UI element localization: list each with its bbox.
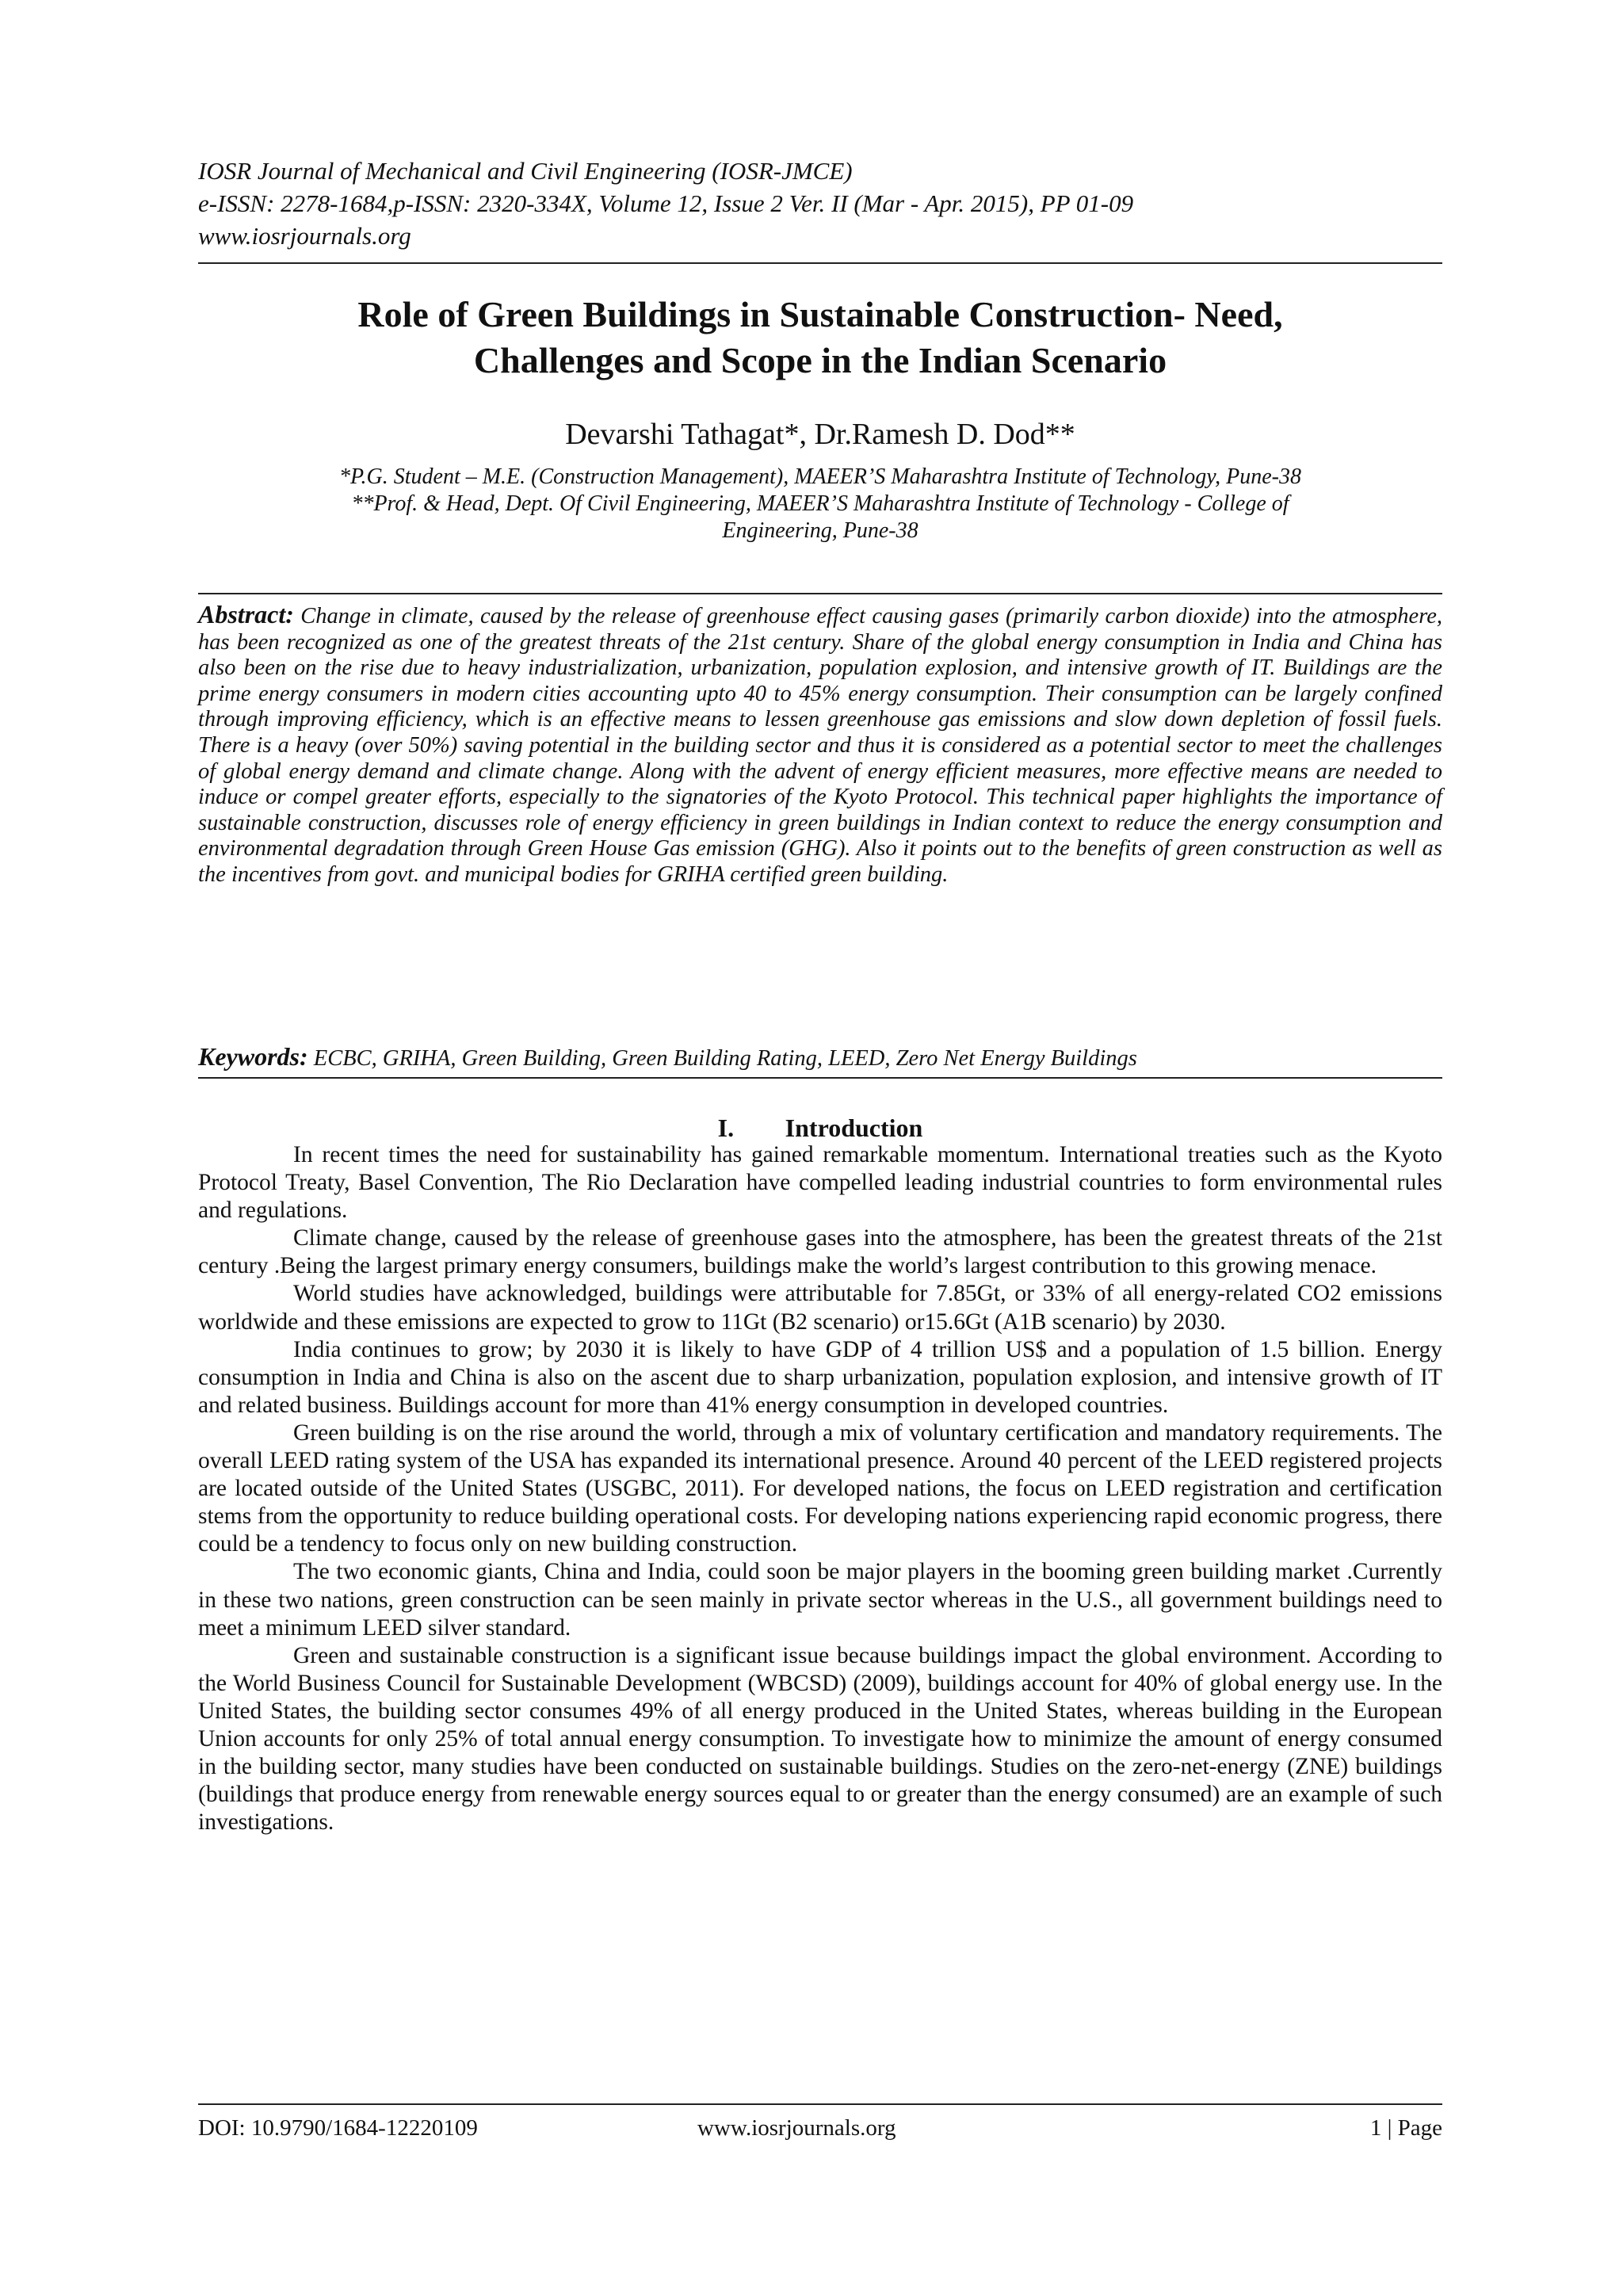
title-line-1: Role of Green Buildings in Sustainable Construction- Need, xyxy=(357,294,1283,334)
section-heading xyxy=(198,1112,1442,1144)
abstract-bottom-divider xyxy=(198,1077,1442,1079)
section-title: Introduction xyxy=(785,1114,923,1142)
paragraph: Green building is on the rise around the world, through a mix of voluntary certification and mandatory requirements. The overall LEED rating system of the USA has expanded its international presence. Around 40 percent of the LEED registered projects are located outside of the United States (USGBC, 2011). For developed nations, the focus on LEED registration and certification stems from the opportunity to reduce building operational costs. For developing nations experiencing rapid economic progress, there could be a tendency to focus only on new building construction. xyxy=(198,1419,1442,1557)
paragraph: India continues to grow; by 2030 it is likely to have GDP of 4 trillion US$ and a population of 1.5 billion. Energy consumption in India and China is also on the ascent due to sharp urbanization, population explosion, and intensive growth of IT and related business. Buildings account for more than 41% energy consumption in developed countries. xyxy=(198,1336,1442,1418)
journal-issn: e-ISSN: 2278-1684,p-ISSN: 2320-334X, Volume 12, Issue 2 Ver. II (Mar - Apr. 2015), PP 01-09 xyxy=(198,189,1134,217)
paragraph: Climate change, caused by the release of greenhouse gases into the atmosphere, has been the greatest threats of the 21st century .Being the largest primary energy consumers, buildings make the world’s largest contribution to this growing menace. xyxy=(198,1225,1442,1279)
abstract-top-divider xyxy=(198,593,1442,594)
footer-page-number: 1 | Page xyxy=(1369,2115,1442,2141)
paragraph: World studies have acknowledged, buildings were attributable for 7.85Gt, or 33% of all energy-related CO2 emissions worldwide and these emissions are expected to grow to 11Gt (B2 scenario) or15.6Gt (A1B scenario) by 2030. xyxy=(198,1281,1442,1335)
affiliation-line-3: Engineering, Pune-38 xyxy=(722,518,918,543)
paragraph: In recent times the need for sustainability has gained remarkable momentum. International treaties such as the Kyoto Protocol Treaty, Basel Convention, The Rio Declaration have compelled leading industrial countries to form environmental rules and regulations. xyxy=(198,1142,1442,1224)
abstract-label: Abstract: xyxy=(198,600,294,628)
paragraph: Green and sustainable construction is a significant issue because buildings impact the global environment. According to the World Business Council for Sustainable Development (WBCSD) (2009), buildings account for 40% of global energy use. In the United States, the building sector consumes 49% of all energy produced in the United States, whereas building in the European Union accounts for only 25% of total annual energy consumption. To investigate how to minimize the amount of energy consumed in the building sector, many studies have been conducted on sustainable buildings. Studies on the zero-net-energy (ZNE) buildings (buildings that produce energy from renewable energy sources equal to or greater than the energy consumed) are an example of such investigations. xyxy=(198,1642,1442,1836)
author-list: Devarshi Tathagat*, Dr.Ramesh D. Dod** xyxy=(565,418,1075,451)
paragraph: The two economic giants, China and India, could soon be major players in the booming green building market .Currently in these two nations, green construction can be seen mainly in private sector whereas in the U.S., all government buildings need to meet a minimum LEED silver standard. xyxy=(198,1559,1442,1641)
affiliation-line-1: *P.G. Student – M.E. (Construction Management), MAEER’S Maharashtra Institute of Technology, Pune-38 xyxy=(339,464,1301,489)
footer-doi: DOI: 10.9790/1684-12220109 xyxy=(198,2115,478,2141)
paper-page xyxy=(198,0,1442,2296)
paper-title xyxy=(198,292,1442,384)
journal-header xyxy=(198,155,1442,252)
keywords xyxy=(198,1042,1442,1073)
title-line-2: Challenges and Scope in the Indian Scenario xyxy=(473,340,1167,380)
abstract xyxy=(198,602,1442,888)
abstract-text: Change in climate, caused by the release of greenhouse effect causing gases (primarily carbon dioxide) into the atmosphere, has been recognized as one of the greatest threats of the 21st century. Share of the global energy consumption in India and China has also been on the rise due to heavy industrialization, urbanization, population explosion, and intensive growth of IT. Buildings are the prime energy consumers in modern cities accounting upto 40 to 45% energy consumption. Their consumption can be largely confined through improving efficiency, which is an effective means to lessen greenhouse gas emissions and slow down depletion of fossil fuels. There is a heavy (over 50%) saving potential in the building sector and thus it is considered as a potential sector to meet the challenges of global energy demand and climate change. Along with the advent of energy efficient measures, more effective means are needed to induce or compel greater efforts, especially to the signatories of the Kyoto Protocol. This technical paper highlights the importance of sustainable construction, discusses role of energy efficiency in green buildings in Indian context to reduce the energy consumption and environmental degradation through Green House Gas emission (GHG). Also it points out to the benefits of green construction as well as the incentives from govt. and municipal bodies for GRIHA certified green building. xyxy=(198,604,1443,887)
keywords-label: Keywords: xyxy=(198,1042,308,1071)
introduction-body xyxy=(198,1141,1442,1836)
affiliations xyxy=(198,464,1442,544)
affiliation-line-2: **Prof. & Head, Dept. Of Civil Engineering, MAEER’S Maharashtra Institute of Technology - College of xyxy=(351,491,1289,516)
footer-divider xyxy=(198,2103,1442,2105)
footer-website: www.iosrjournals.org xyxy=(697,2115,896,2141)
journal-website: www.iosrjournals.org xyxy=(198,222,411,250)
keywords-text: ECBC, GRIHA, Green Building, Green Building Rating, LEED, Zero Net Energy Buildings xyxy=(313,1046,1137,1071)
section-number: I. xyxy=(717,1114,735,1142)
journal-name: IOSR Journal of Mechanical and Civil Engineering (IOSR-JMCE) xyxy=(198,157,853,185)
header-divider xyxy=(198,262,1442,264)
